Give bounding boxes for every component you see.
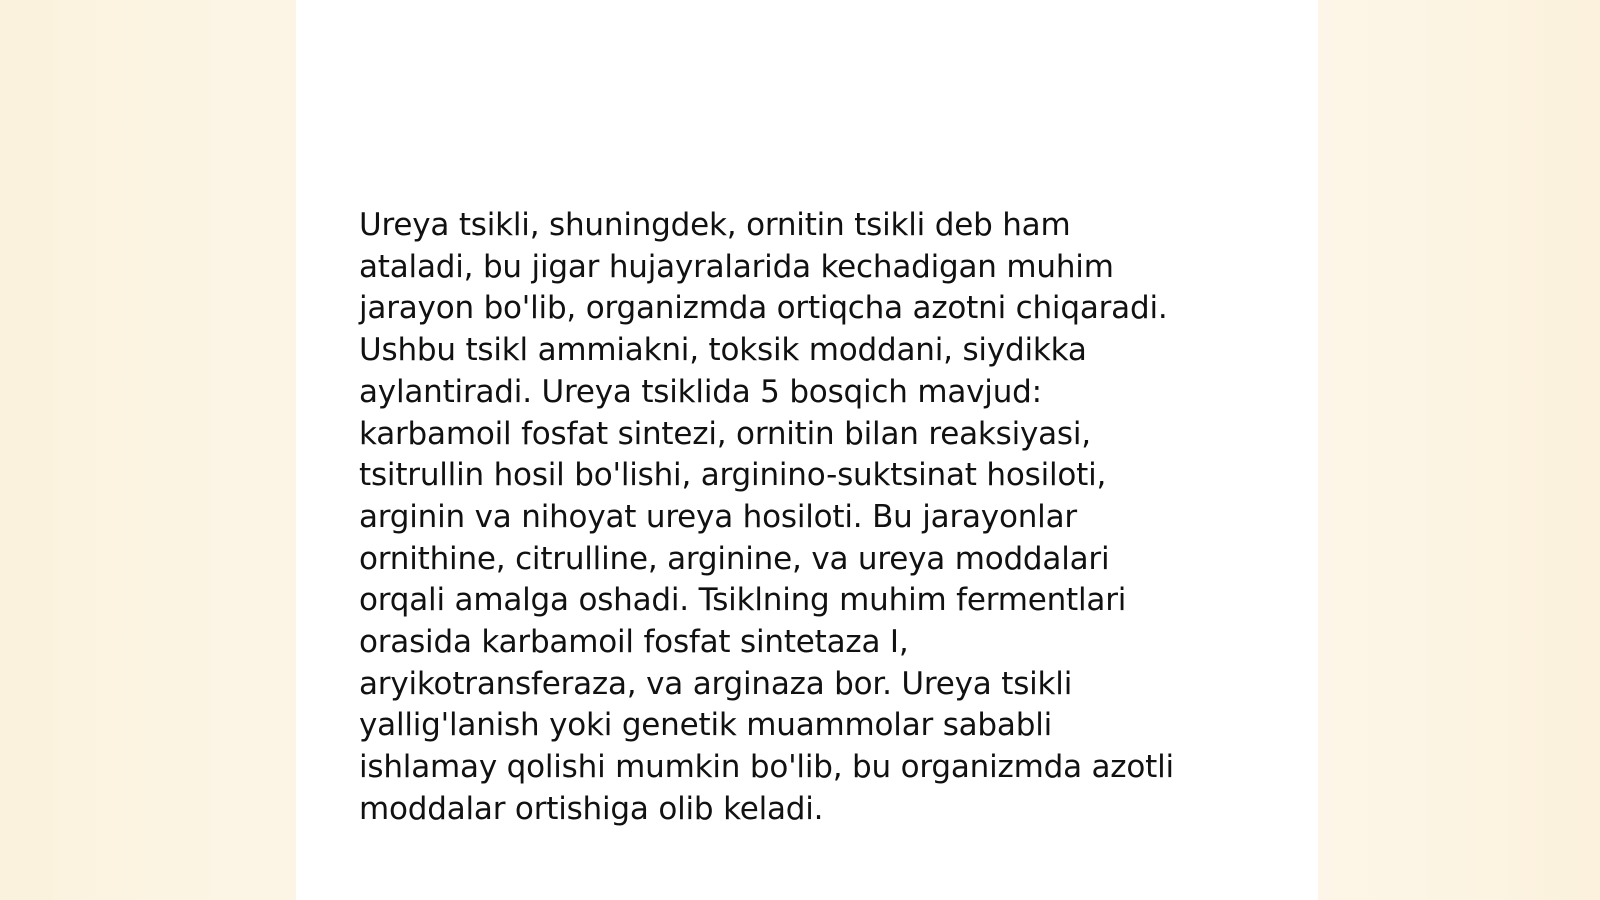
document-page [296, 0, 1318, 900]
left-margin-background [0, 0, 296, 900]
right-margin-background [1318, 0, 1600, 900]
body-paragraph: Ureya tsikli, shuningdek, ornitin tsikli deb ham ataladi, bu jigar hujayralarida kechadigan muhim jarayon bo'lib, organizmda ortiqcha azotni chiqaradi. Ushbu tsikl ammiakni, toksik moddani, siydikka aylantiradi. Ureya tsiklida 5 bosqich mavjud: karbamoil fosfat sintezi, ornitin bilan reaksiyasi, tsitrullin hosil bo'lishi, arginino-suktsinat hosiloti, arginin va nihoyat ureya hosiloti. Bu jarayonlar ornithine, citrulline, arginine, va ureya moddalari orqali amalga oshadi. Tsiklning muhim fermentlari orasida karbamoil fosfat sintetaza I, aryikotransferaza, va arginaza bor. Ureya tsikli yallig'lanish yoki genetik muammolar sababli ishlamay qolishi mumkin bo'lib, bu organizmda azotli moddalar ortishiga olib keladi. [359, 207, 1174, 827]
